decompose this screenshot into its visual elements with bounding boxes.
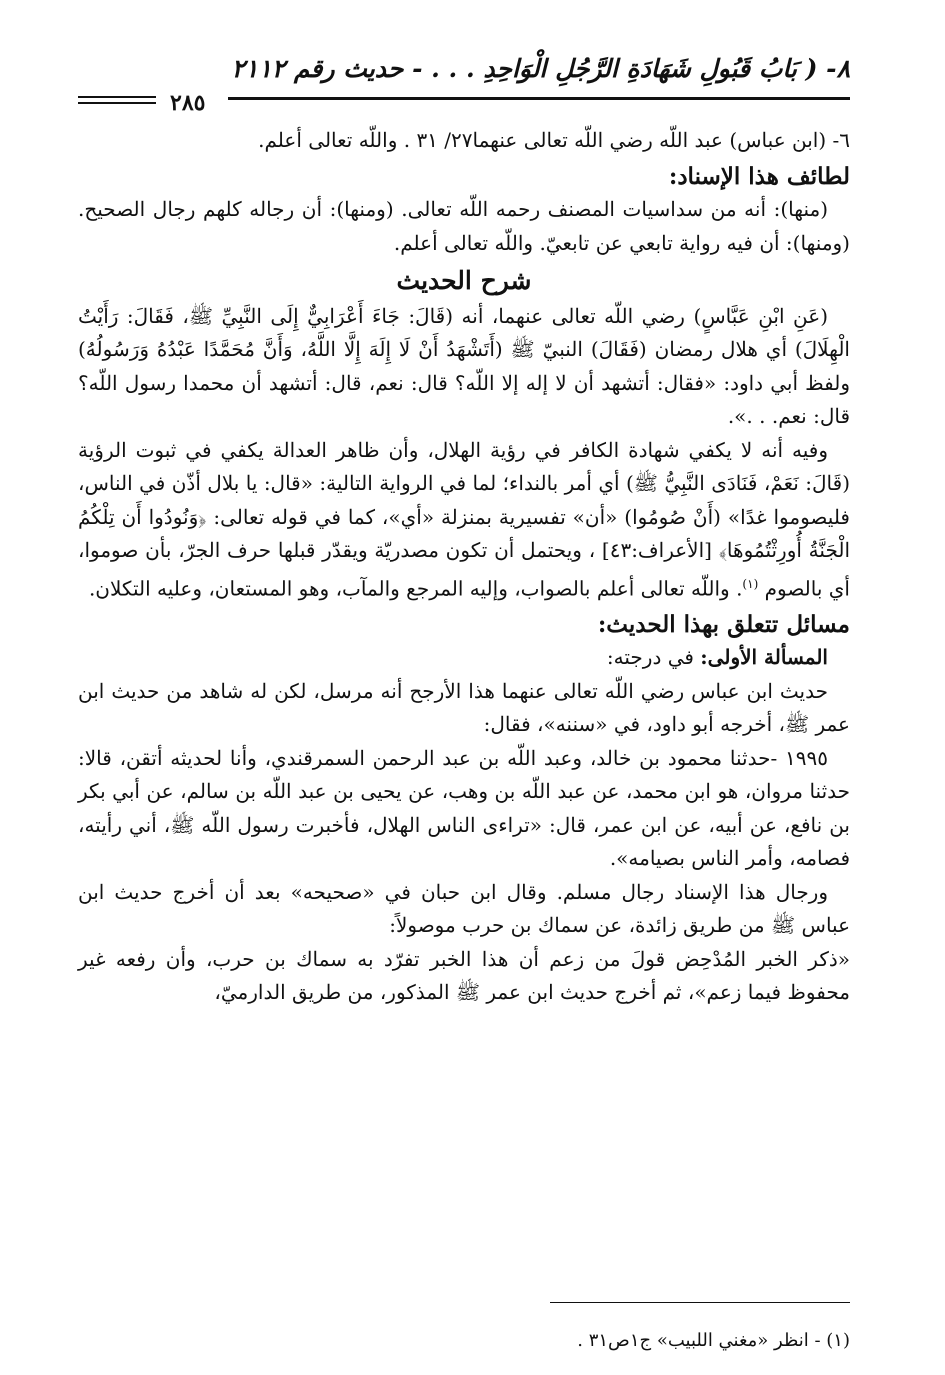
- abu-dawud-narration: ١٩٩٥ -حدثنا محمود بن خالد، وعبد اللّه بن عبد الرحمن السمرقندي، وأنا لحديثه أتقن، قالا: حدثنا مروان، هو ابن محمد، عن عبد اللّه بن وهب، عن يحيى بن عبد اللّه بن سالم، عن أبي بكر بن نافع، عن أبيه، عن ابن عمر، قال: «تراءى الناس الهلال، فأخبرت رسول اللّه ﷺ، أني رأيته، فصامه، وأمر الناس بصيامه».: [78, 745, 850, 871]
- section-title: شرح الحديث: [396, 266, 532, 295]
- narrator-note: ٦- (ابن عباس) عبد اللّه رضي اللّه تعالى عنهما٢٧/ ٣١ . واللّه تعالى أعلم.: [258, 128, 850, 152]
- chapter-title: ٨- ( بَابُ قَبُولِ شَهَادَةِ الرَّجُلِ الْوَاحِدِ . . . - حديث رقم ٢١١٢: [231, 54, 850, 83]
- issue-one-label: المسألة الأولى:: [700, 645, 828, 670]
- main-text: [78, 124, 850, 1010]
- hadith-text: (عَنِ ابْنِ عَبَّاسٍ) رضي اللّه تعالى عنهما، أنه (قَالَ: جَاءَ أَعْرَابِيٌّ إِلَى النَّبِيِّ ﷺ، فَقَالَ: رَأَيْتُ الْهِلَالَ) أي هلال رمضان (فَقَالَ) النبيّ ﷺ (أَتَشْهَدُ أَنْ لَا إِلَهَ إِلَّا اللَّهُ، وَأَنَّ مُحَمَّدًا عَبْدُهُ وَرَسُولُهُ) ولفظ أبي داود: «فقال: أتشهد أن لا إله إلا اللّه؟ قال: نعم، قال: أتشهد أن محمدا رسول اللّه؟ قال: نعم. . .».: [78, 303, 850, 428]
- commentary-text: وفيه أنه لا يكفي شهادة الكافر في رؤية الهلال، وأن ظاهر العدالة يكفي في ثبوت الرؤية (قَالَ: نَعَمْ، فَنَادَى النَّبِيُّ ﷺ) أي أمر بالنداء؛ لما في الرواية التالية: «قال: يا بلال أذّن في الناس، فليصوموا غدًا» (أَنْ صُومُوا) «أن» تفسيرية بمنزلة «أي»، كما في قوله تعالى: ﴿وَنُودُوا أَن تِلْكُمُ الْجَنَّةُ أُورِثْتُمُوهَا﴾ [الأعراف:٤٣] ، ويحتمل أن تكون مصدريّة ويقدّر قبلها حرف الجرّ، بأن صوموا، أي بالصوم: [78, 437, 851, 601]
- isnad-subtleties-heading: لطائف هذا الإسناد:: [668, 162, 850, 190]
- page: [78, 40, 850, 1375]
- ibn-hibban-quote: «ذكر الخبر المُدْحِض قولَ من زعم أن هذا الخبر تفرّد به سماك بن حرب، وأن رفعه غير محفوظ فيما زعم»، ثم أخرج حديث ابن عمر ﷺ المذكور، من طريق الدارميّ،: [78, 946, 850, 1005]
- issue-one-text: في درجته:: [606, 645, 694, 670]
- header-rule-left-double: [78, 102, 156, 104]
- header-rule: [228, 97, 850, 100]
- footnote-rule: [550, 1302, 850, 1303]
- isnad-subtleties-text: (منها): أنه من سداسيات المصنف رحمه اللّه تعالى. (ومنها): أن رجاله كلهم رجال الصحيح. (ومنها): أن فيه رواية تابعي عن تابعيّ. واللّه تعالى أعلم.: [78, 197, 850, 255]
- header-rule-left: [78, 96, 156, 98]
- footnote-reference[interactable]: (١): [742, 576, 759, 591]
- footnote: (١) - انظر «مغني اللبيب» ج١ص٣١ .: [577, 1330, 850, 1351]
- issues-heading: مسائل تتعلق بهذا الحديث:: [597, 610, 850, 638]
- issue-one: [78, 641, 850, 675]
- commentary-end: . واللّه تعالى أعلم بالصواب، وإليه المرجع والمآب، وهو المستعان، وعليه التكلان.: [88, 576, 743, 601]
- isnad-remark: ورجال هذا الإسناد رجال مسلم. وقال ابن حبان في «صحيحه» بعد أن أخرج حديث ابن عباس ﷺ من طريق زائدة، عن سماك بن حرب موصولاً:: [78, 879, 850, 938]
- grading-paragraph: حديث ابن عباس رضي اللّه تعالى عنهما هذا الأرجح أنه مرسل، لكن له شاهد من حديث ابن عمر ﷺ، أخرجه أبو داود، في «سننه»، فقال:: [78, 678, 850, 737]
- page-number: ٢٨٥: [170, 90, 206, 116]
- commentary-paragraph: [78, 434, 850, 606]
- running-header: [78, 40, 850, 116]
